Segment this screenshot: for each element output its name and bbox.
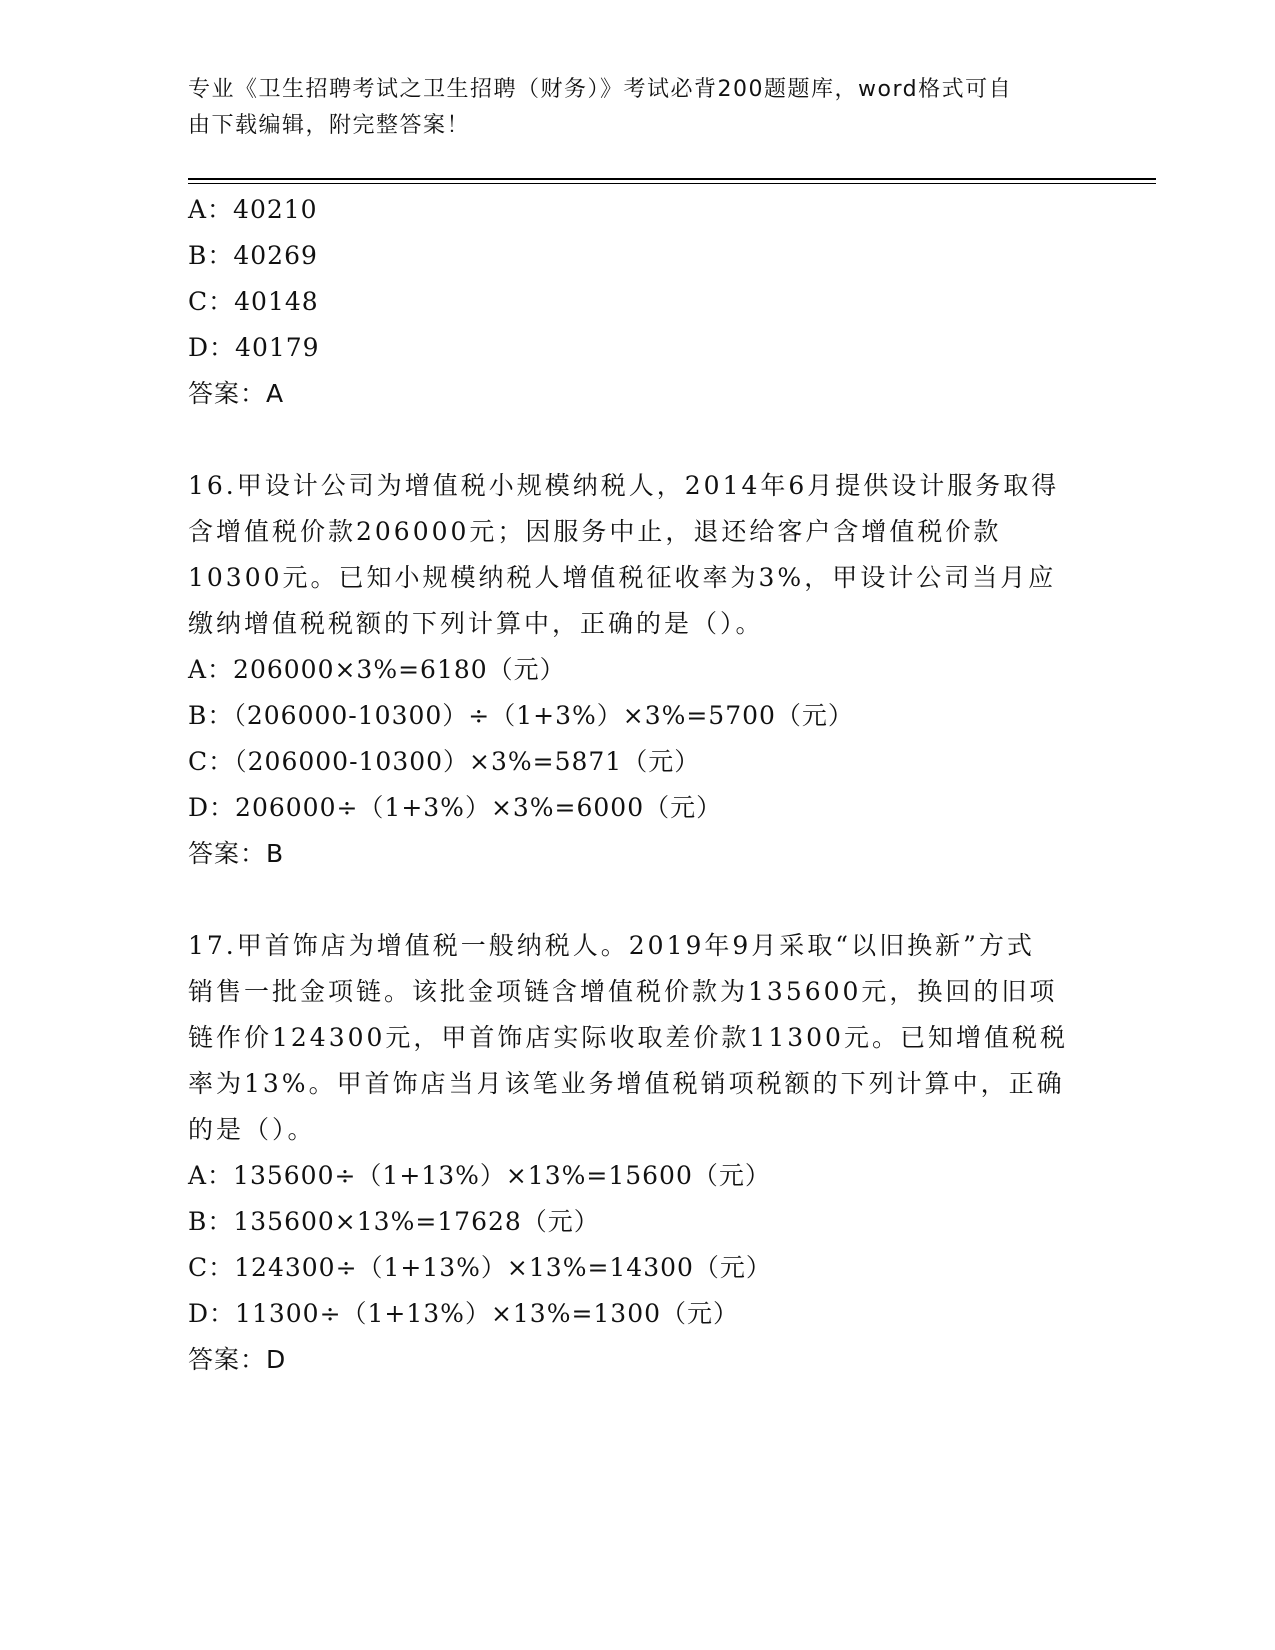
option-a: A：135600÷（1+13%）×13%=15600（元） [188,1161,771,1190]
stem-line: 16.甲设计公司为增值税小规模纳税人，2014年6月提供设计服务取得 [188,471,1060,500]
option-a: A：40210 [188,195,318,224]
stem-line: 10300元。已知小规模纳税人增值税征收率为3%，甲设计公司当月应 [188,563,1057,592]
option-b: B：135600×13%=17628（元） [188,1207,600,1236]
answer-label: 答案：B [188,839,285,868]
stem-line: 率为13%。甲首饰店当月该笔业务增值税销项税额的下列计算中，正确 [188,1069,1065,1098]
stem-line: 含增值税价款206000元；因服务中止，退还给客户含增值税价款 [188,517,1002,546]
stem-line: 缴纳增值税税额的下列计算中，正确的是（）。 [188,609,764,638]
question-stem [188,923,1078,1153]
option-c: C：40148 [188,287,319,316]
header-divider-thin [188,183,1156,184]
answer-label: 答案：A [188,379,285,408]
question-15-block [188,187,1088,417]
option-d: D：206000÷（1+3%）×3%=6000（元） [188,793,723,822]
option-c: C：124300÷（1+13%）×13%=14300（元） [188,1253,772,1282]
document-header [188,72,1068,144]
option-b: B：40269 [188,241,318,270]
question-16-block [188,463,1088,877]
header-divider-thick [188,178,1156,180]
spacer [188,417,1088,463]
option-d: D：11300÷（1+13%）×13%=1300（元） [188,1299,740,1328]
option-d: D：40179 [188,333,320,362]
header-line-1: 专业《卫生招聘考试之卫生招聘（财务）》考试必背200题题库，word格式可自 [188,77,1013,102]
stem-line: 的是（）。 [188,1115,316,1144]
question-stem [188,463,1078,647]
option-a: A：206000×3%=6180（元） [188,655,566,684]
header-line-2: 由下载编辑，附完整答案！ [188,113,471,138]
stem-line: 销售一批金项链。该批金项链含增值税价款为135600元，换回的旧项 [188,977,1058,1006]
spacer [188,877,1088,923]
stem-line: 17.甲首饰店为增值税一般纳税人。2019年9月采取“以旧换新”方式 [188,931,1035,960]
option-b: B：（206000-10300）÷（1+3%）×3%=5700（元） [188,701,854,730]
option-c: C：（206000-10300）×3%=5871（元） [188,747,701,776]
question-content [188,187,1088,1383]
stem-line: 链作价124300元，甲首饰店实际收取差价款11300元。已知增值税税 [188,1023,1068,1052]
question-17-block [188,923,1088,1383]
answer-label: 答案：D [188,1345,287,1374]
